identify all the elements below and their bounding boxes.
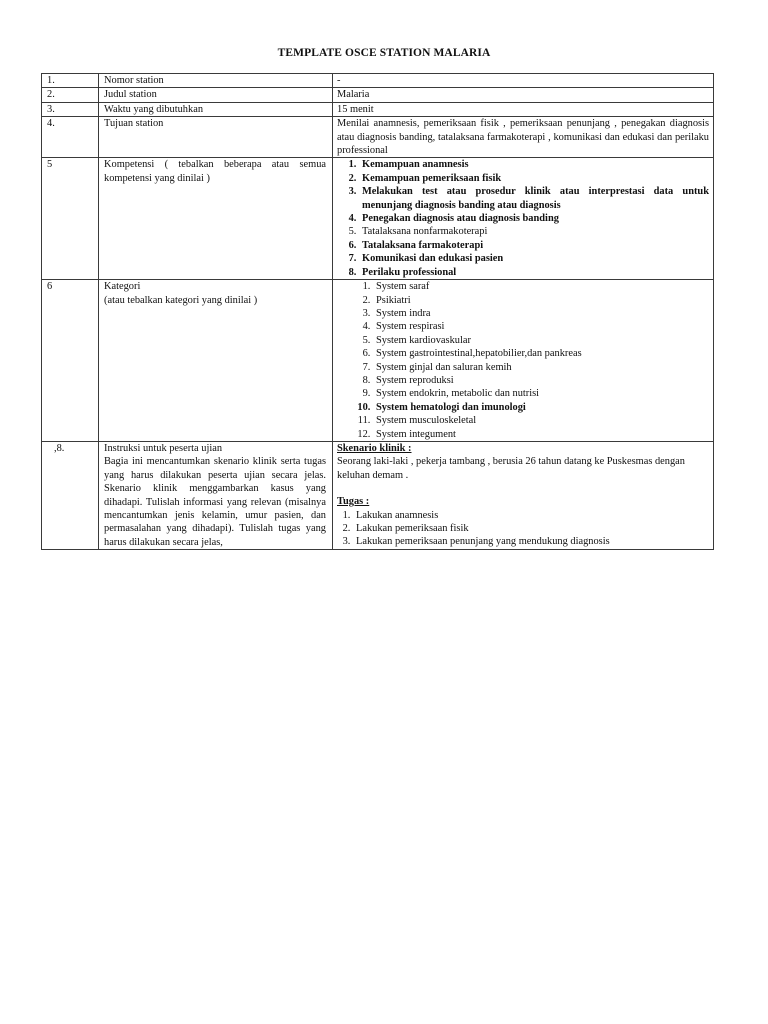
osce-station-table bbox=[41, 73, 714, 550]
tugas-item: 1. Lakukan anamnesis bbox=[353, 509, 709, 522]
tugas-title: Tugas : bbox=[337, 496, 370, 508]
kategori-label: Kategori bbox=[104, 281, 141, 293]
kompetensi-item: 7. Komunikasi dan edukasi pasien bbox=[359, 252, 709, 265]
table-row-tujuan-station bbox=[42, 117, 714, 158]
tugas-list bbox=[337, 509, 709, 549]
instruksi-body: Bagia ini mencantumkan skenario klinik serta tugas yang harus dilakukan peserta ujian secara jelas. Skenario klinik menggambarkan kasus yang dihadapi. Tulislah informasi yang relevan (misalnya mencantumkan jenis kelamin, umur pasien, dan permasalahan yang dihadapi). Tulislah tugas yang harus dilakukan secara jelas, bbox=[104, 456, 326, 548]
row-label: Nomor station bbox=[99, 74, 333, 88]
kategori-cell bbox=[333, 280, 714, 442]
kategori-item: 9. System endokrin, metabolic dan nutrisi bbox=[373, 387, 709, 400]
kategori-sublabel: (atau tebalkan kategori yang dinilai ) bbox=[104, 294, 258, 306]
kategori-item: 7. System ginjal dan saluran kemih bbox=[373, 361, 709, 374]
skenario-text: Seorang laki-laki , pekerja tambang , berusia 26 tahun datang ke Puskesmas dengan keluhan demam . bbox=[337, 456, 685, 481]
table-row-waktu bbox=[42, 102, 714, 116]
row-value: 15 menit bbox=[333, 102, 714, 116]
row-number: 2. bbox=[42, 88, 99, 102]
kompetensi-cell bbox=[333, 158, 714, 280]
instruksi-heading: Instruksi untuk peserta ujian bbox=[104, 442, 223, 454]
row-number: ,8. bbox=[42, 441, 99, 549]
kategori-item: 10. System hematologi dan imunologi bbox=[373, 401, 709, 414]
table-row-kompetensi bbox=[42, 158, 714, 280]
table-row-kategori bbox=[42, 280, 714, 442]
kompetensi-item: 8. Perilaku professional bbox=[359, 266, 709, 279]
table-row-nomor-station bbox=[42, 74, 714, 88]
row-number: 4. bbox=[42, 117, 99, 158]
row-number: 6 bbox=[42, 280, 99, 442]
table-row-instruksi bbox=[42, 441, 714, 549]
row-value: Menilai anamnesis, pemeriksaan fisik , pemeriksaan penunjang , penegakan diagnosis atau diagnosis banding, tatalaksana farmakoterapi , komunikasi dan edukasi dan perilaku professional bbox=[333, 117, 714, 158]
row-number: 1. bbox=[42, 74, 99, 88]
kompetensi-item: 3. Melakukan test atau prosedur klinik atau interprestasi data untuk menunjang diagnosis banding atau diagnosis bbox=[359, 185, 709, 212]
kategori-label-cell bbox=[99, 280, 333, 442]
tugas-item: 2. Lakukan pemeriksaan fisik bbox=[353, 522, 709, 535]
table-row-judul-station bbox=[42, 88, 714, 102]
kategori-list bbox=[337, 280, 709, 441]
row-label: Tujuan station bbox=[99, 117, 333, 158]
kompetensi-item: 6. Tatalaksana farmakoterapi bbox=[359, 239, 709, 252]
skenario-cell bbox=[333, 441, 714, 549]
row-number: 5 bbox=[42, 158, 99, 280]
kategori-item: 3. System indra bbox=[373, 307, 709, 320]
row-label: Judul station bbox=[99, 88, 333, 102]
kompetensi-item: 2. Kemampuan pemeriksaan fisik bbox=[359, 172, 709, 185]
kompetensi-item: 5. Tatalaksana nonfarmakoterapi bbox=[359, 225, 709, 238]
instruksi-label-cell bbox=[99, 441, 333, 549]
kategori-item: 12. System integument bbox=[373, 428, 709, 441]
row-value: Malaria bbox=[333, 88, 714, 102]
row-label: Waktu yang dibutuhkan bbox=[99, 102, 333, 116]
kategori-item: 8. System reproduksi bbox=[373, 374, 709, 387]
kompetensi-list bbox=[337, 158, 709, 279]
kategori-item: 5. System kardiovaskular bbox=[373, 334, 709, 347]
document-title: TEMPLATE OSCE STATION MALARIA bbox=[277, 47, 491, 59]
kategori-item: 2. Psikiatri bbox=[373, 294, 709, 307]
kompetensi-item: 1. Kemampuan anamnesis bbox=[359, 158, 709, 171]
kategori-item: 6. System gastrointestinal,hepatobilier,dan pankreas bbox=[373, 347, 709, 360]
kategori-item: 1. System saraf bbox=[373, 280, 709, 293]
skenario-title: Skenario klinik : bbox=[337, 442, 412, 454]
kategori-item: 11. System musculoskeletal bbox=[373, 414, 709, 427]
row-number: 3. bbox=[42, 102, 99, 116]
tugas-item: 3. Lakukan pemeriksaan penunjang yang mendukung diagnosis bbox=[353, 535, 709, 548]
row-value: - bbox=[333, 74, 714, 88]
kategori-item: 4. System respirasi bbox=[373, 320, 709, 333]
row-label: Kompetensi ( tebalkan beberapa atau semua kompetensi yang dinilai ) bbox=[99, 158, 333, 280]
kompetensi-item: 4. Penegakan diagnosis atau diagnosis banding bbox=[359, 212, 709, 225]
